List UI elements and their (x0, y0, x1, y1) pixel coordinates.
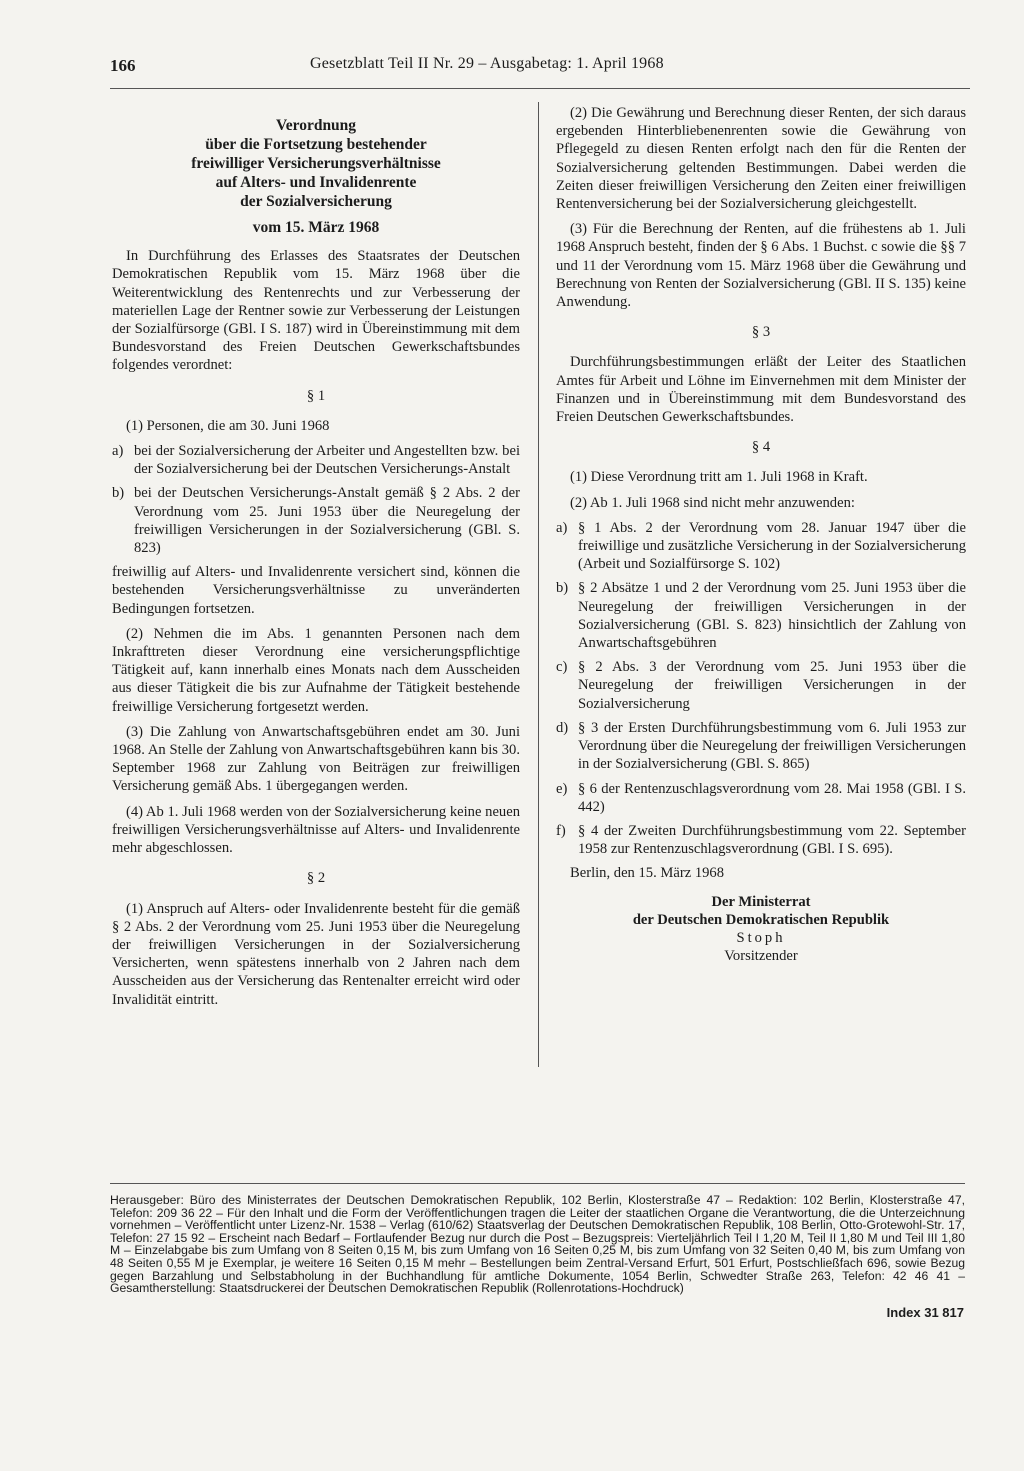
signature-body-line2: der Deutschen Demokratischen Republik (632, 911, 890, 928)
running-head: Gesetzblatt Teil II Nr. 29 – Ausgabetag: 1. April 1968 (310, 55, 664, 72)
header-rule (110, 88, 970, 89)
section-heading-2: § 2 (306, 870, 326, 887)
item-text: § 4 der Zweiten Durchführungsbestimmung vom 22. September 1958 zur Rentenzuschlagsverordnung (GBl. I S. 695). (578, 822, 966, 858)
signature-body: Der Ministerrat (711, 893, 811, 910)
item-label: b) (112, 485, 125, 502)
item-text: § 6 der Rentenzuschlagsverordnung vom 28. Mai 1958 (GBl. I S. 442) (578, 780, 966, 815)
item-text: § 2 Absätze 1 und 2 der Verordnung vom 25. Juni 1953 über die Neuregelung der freiwilligen Versicherungen in der Sozialversicherung (GBl. S. 823) hinsichtlich der Zahlung von Anwartschaftsgebühren (578, 580, 966, 652)
s4-item-d (556, 719, 966, 774)
title-line: Verordnung (275, 117, 357, 134)
s4-paragraph-2: (2) Ab 1. Juli 1968 sind nicht mehr anzuwenden: (570, 494, 855, 511)
s4-paragraph-1: (1) Diese Verordnung tritt am 1. Juli 1968 in Kraft. (570, 469, 868, 486)
section-heading-4: § 4 (751, 439, 771, 456)
title-line: über die Fortsetzung bestehender (205, 136, 427, 153)
item-label: d) (556, 719, 569, 736)
s2-paragraph-1: (1) Anspruch auf Alters- oder Invalidenrente besteht für die gemäß § 2 Abs. 2 der Verordnung vom 25. Juni 1953 über die Neuregelung der freiwilligen Versicherungen in der Sozialversicherung Versicherten, wenn spätestens innerhalb von 2 Jahren nach dem Ausscheiden aus der Versicherung das Rentenalter erreicht wird oder Invalidität eintritt. (112, 900, 520, 1008)
s3-paragraph-1: Durchführungsbestimmungen erläßt der Leiter des Staatlichen Amtes für Arbeit und Löhne im Einvernehmen mit dem Minister der Finanzen und in Übereinstimmung mit dem Bundesvorstand des Freien Deutschen Gewerkschaftsbundes. (556, 354, 966, 426)
signatory-name: Stoph (736, 929, 786, 946)
title-line: der Sozialversicherung (240, 193, 392, 210)
imprint: Herausgeber: Büro des Ministerrates der Deutschen Demokratischen Republik, 102 Berlin, Klosterstraße 47 – Redaktion: 102 Berlin, Klosterstraße 47, Telefon: 209 36 22 – Für den Inhalt und die Form der Veröffentlichungen tragen die Leiter der staatlichen Organe die Verantwortung, die die Unterzeichnung vornehmen – Veröffentlicht unter Lizenz-Nr. 1538 – Verlag (610/62) Staatsverlag der Deutschen Demokratischen Republik, 108 Berlin, Otto-Grotewohl-Str. 17, Telefon: 27 15 92 – Erscheint nach Bedarf – Fortlaufender Bezug nur durch die Post – Bezugspreis: Vierteljährlich Teil I 1,20 M, Teil II 1,80 M und Teil III 1,80 M – Einzelabgabe bis zum Umfang von 8 Seiten 0,15 M, bis zum Umfang von 16 Seiten 0,25 M, bis zum Umfang von 32 Seiten 0,40 M, bis zum Umfang von 48 Seiten 0,55 M je Exemplar, je weitere 16 Seiten 0,15 M mehr – Bestellungen beim Zentral-Versand Erfurt, 501 Erfurt, Postschließfach 696, sowie Bezug gegen Barzahlung und Selbstabholung in der Buchhandlung für amtliche Dokumente, 1054 Berlin, Schwedter Straße 263, Telefon: 42 46 41 – Gesamtherstellung: Staatsdruckerei der Deutschen Demokratischen Republik (Rollenrotations-Hochdruck) (110, 1193, 965, 1296)
item-text: § 3 der Ersten Durchführungsbestimmung vom 6. Juli 1953 zur Verordnung über die Neuregelung der freiwilligen Versicherungen in der Sozialversicherung (GBl. S. 865) (578, 719, 966, 773)
item-text: bei der Deutschen Versicherungs-Anstalt gemäß § 2 Abs. 2 der Verordnung vom 25. Juni 1953 über die Neuregelung der freiwilligen Versicherungen in der Sozialversicherung (GBl. S. 823) (134, 485, 520, 557)
s1-paragraph-4: (4) Ab 1. Juli 1968 werden von der Sozialversicherung keine neuen freiwilligen Versicherungsverhältnisse auf Alters- und Invalidenrente mehr abgeschlossen. (112, 803, 520, 857)
page-number: 166 (110, 56, 136, 75)
item-text: bei der Sozialversicherung der Arbeiter und Angestellten bzw. bei der Sozialversicherung bei der Deutschen Versicherungs-Anstalt (134, 443, 520, 478)
ordinance-date: vom 15. März 1968 (252, 219, 380, 236)
s1-paragraph-2: (2) Nehmen die im Abs. 1 genannten Personen nach dem Inkrafttreten dieser Verordnung eine versicherungspflichtige Tätigkeit auf, kann innerhalb eines Monats nach dem Ausscheiden aus dieser Tätigkeit die bis zur Aufnahme der Tätigkeit bestehende freiwillige Versicherung fortgesetzt werden. (112, 625, 520, 715)
section-heading-1: § 1 (306, 387, 326, 404)
ordinance-title (112, 116, 520, 211)
item-text: § 2 Abs. 3 der Verordnung vom 25. Juni 1953 über die Neuregelung der freiwilligen Versicherungen in der Sozialversicherung (578, 659, 966, 712)
s1-item-a (112, 442, 520, 478)
item-label: c) (556, 659, 568, 676)
s2-paragraph-2: (2) Die Gewährung und Berechnung dieser Renten, der sich daraus ergebenden Hinterbliebenenrenten sowie die Gewährung von Pflegegeld zu diesen Renten erfolgt nach den für die Renten der Sozialversicherung geltenden Bestimmungen. Dabei werden die Zeiten dieser freiwilligen Versicherung den Zeiten einer freiwilligen Rentenversicherung bei der Sozialversicherung gleichgestellt. (556, 105, 966, 213)
index-number: Index 31 817 (886, 1305, 964, 1320)
item-label: a) (112, 443, 124, 460)
section-heading-3: § 3 (751, 324, 771, 341)
item-label: f) (556, 822, 566, 839)
left-column (112, 116, 520, 1016)
s1-paragraph-3: (3) Die Zahlung von Anwartschaftsgebühren endet am 30. Juni 1968. An Stelle der Zahlung von Anwartschaftsgebühren kann bis 30. September 1968 zur Zahlung von Beiträgen zur freiwilligen Versicherung gemäß Abs. 1 übergegangen werden. (112, 723, 520, 795)
s4-item-a (556, 519, 966, 574)
column-divider (538, 102, 539, 1067)
item-text: § 1 Abs. 2 der Verordnung vom 28. Januar 1947 über die freiwillige und zusätzliche Versicherung in der Sozialversicherung (Arbeit und Sozialfürsorge S. 102) (578, 519, 966, 573)
title-line: auf Alters- und Invalidenrente (215, 174, 417, 191)
footer-rule (110, 1183, 965, 1184)
signatory-title: Vorsitzender (724, 948, 798, 965)
title-line: freiwilliger Versicherungsverhältnisse (191, 155, 441, 172)
s1-paragraph-1-end: freiwillig auf Alters- und Invalidenrente versichert sind, können die bestehenden Versicherungsverhältnisse zu unveränderten Bedingungen fortsetzen. (112, 564, 520, 617)
s4-item-f (556, 822, 966, 858)
s2-paragraph-3: (3) Für die Berechnung der Renten, auf die frühestens ab 1. Juli 1968 Anspruch besteht, finden der § 6 Abs. 1 Buchst. c sowie die §§ 7 und 11 der Verordnung vom 15. März 1968 über die Gewährung und Berechnung von Renten der Sozialversicherung (GBl. II S. 135) keine Anwendung. (556, 221, 966, 311)
right-column (556, 104, 966, 965)
s4-item-c (556, 658, 966, 713)
signature-block (556, 893, 966, 966)
item-label: b) (556, 580, 569, 597)
preamble: In Durchführung des Erlasses des Staatsrates der Deutschen Demokratischen Republik vom 15. März 1968 über die Weiterentwicklung des Rentenrechts und zur Verbesserung der materiellen Lage der Rentner sowie zur Verbesserung der Leistungen der Sozialfürsorge (GBl. I S. 187) wird in Übereinstimmung mit dem Bundesvorstand des Freien Deutschen Gewerkschaftsbundes folgendes verordnet: (112, 248, 520, 374)
item-label: a) (556, 519, 568, 536)
place-date: Berlin, den 15. März 1968 (570, 865, 725, 882)
s4-item-e (556, 780, 966, 816)
s4-item-b (556, 579, 966, 652)
s1-item-b (112, 484, 520, 557)
s1-paragraph-1: (1) Personen, die am 30. Juni 1968 (126, 417, 330, 434)
item-label: e) (556, 780, 568, 797)
